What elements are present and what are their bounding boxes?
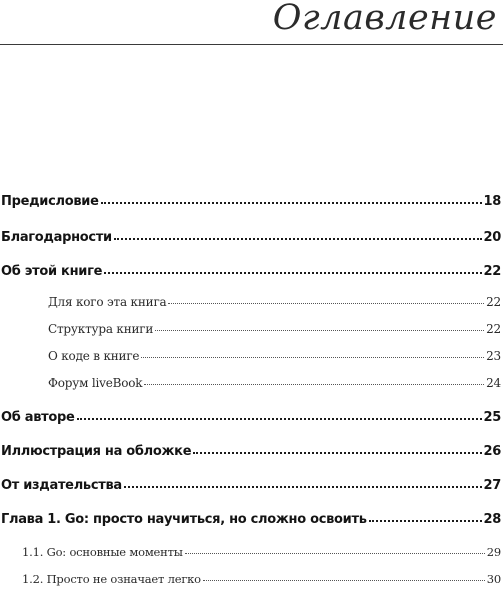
dot-leader [369, 520, 482, 522]
dot-leader [144, 384, 484, 385]
toc-entry-title: О коде в книге [48, 349, 140, 363]
toc-page-number: 30 [486, 572, 501, 586]
toc-entry-structure[interactable] [48, 322, 501, 336]
toc-entry-title: Для кого эта книга [48, 295, 167, 309]
toc-entry-about-author[interactable] [1, 410, 501, 425]
toc-entry-chapter-1[interactable] [1, 512, 501, 527]
toc-entry-about-book[interactable] [1, 264, 501, 279]
toc-page-number: 26 [483, 444, 501, 459]
toc-page-number: 29 [486, 545, 501, 559]
toc-page-number: 27 [483, 478, 501, 493]
dot-leader [141, 357, 484, 358]
toc-page-number: 28 [483, 512, 501, 527]
toc-entry-audience[interactable] [48, 295, 501, 309]
toc-entry-title: Об авторе [1, 410, 75, 425]
toc-page-number: 22 [483, 264, 501, 279]
toc-entry-title: Иллюстрация на обложке [1, 444, 192, 459]
dot-leader [185, 553, 485, 554]
toc-title: Оглавление [272, 0, 497, 38]
toc-entry-title: Благодарности [1, 230, 112, 245]
toc-entry-title: Глава 1. Go: просто научиться, но сложно освоить [1, 512, 367, 527]
toc-entry-title: 1.2. Просто не означает легко [22, 572, 201, 586]
toc-entry-acknowledgments[interactable] [1, 230, 501, 245]
dot-leader [203, 580, 485, 581]
toc-page-number: 22 [486, 322, 501, 336]
toc-entry-section-1-1[interactable] [22, 545, 501, 559]
dot-leader [77, 418, 482, 420]
toc-entry-title: Структура книги [48, 322, 154, 336]
toc-entry-section-1-2[interactable] [22, 572, 501, 586]
toc-entry-title: Предисловие [1, 194, 99, 209]
toc-page-number: 22 [486, 295, 501, 309]
dot-leader [104, 272, 481, 274]
toc-page-number: 18 [483, 194, 501, 209]
toc-page-number: 25 [483, 410, 501, 425]
dot-leader [101, 202, 482, 204]
title-rule [0, 44, 503, 45]
toc-entry-cover-illustration[interactable] [1, 444, 501, 459]
dot-leader [155, 330, 484, 331]
dot-leader [124, 486, 482, 488]
toc-entry-preface[interactable] [1, 194, 501, 209]
toc-entry-title: 1.1. Go: основные моменты [22, 545, 183, 559]
toc-entry-publisher[interactable] [1, 478, 501, 493]
toc-entry-title: Форум liveBook [48, 376, 143, 390]
dot-leader [193, 452, 481, 454]
toc-entry-title: Об этой книге [1, 264, 103, 279]
dot-leader [168, 303, 484, 304]
dot-leader [114, 238, 482, 240]
toc-page-number: 24 [486, 376, 501, 390]
toc-entry-forum[interactable] [48, 376, 501, 390]
toc-entry-code[interactable] [48, 349, 501, 363]
toc-page-number: 20 [483, 230, 501, 245]
toc-entry-title: От издательства [1, 478, 122, 493]
toc-page-number: 23 [486, 349, 501, 363]
